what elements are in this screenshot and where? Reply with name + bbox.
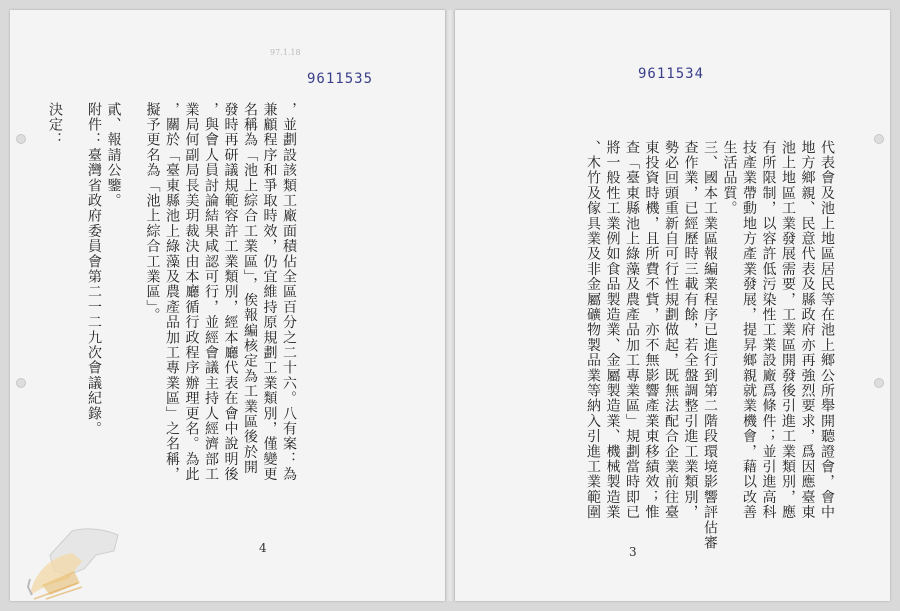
- text-line: 擬予更名為「池上綜合工業區」。: [144, 102, 161, 323]
- page-body-text: [45, 102, 299, 522]
- text-line: 兼顧程序和爭取時效，仍宜維持原規劃工業類別，僅變更: [261, 102, 278, 482]
- binding-hole: [874, 378, 884, 388]
- text-line: [123, 102, 143, 522]
- binding-hole: [874, 134, 884, 144]
- text-line: 發時再研議規範容許工業類別，經本廳代表在會中說明後: [222, 102, 239, 482]
- page-number: 4: [259, 541, 267, 555]
- text-line: 名稱為「池上綜合工業區」，俟報編核定為工業區後於開: [242, 102, 258, 475]
- text-line: 東投資時機，且所費不貲，亦不無影響產業東移績效；惟: [643, 140, 660, 520]
- text-line: 三、國本工業區報編業程序已進行到第二階段環境影響評估審: [702, 140, 718, 551]
- text-line: 業局何副局長美玥裁決由本廳循行政程序辦理更名。為此: [183, 102, 200, 482]
- text-line: 代表會及池上地區居民等在池上鄉公所舉開聽證會，會中: [819, 140, 835, 520]
- text-line: 查「臺東縣池上綠藻及農產品加工專業區」規劃當時即已: [624, 140, 640, 520]
- page-number: 3: [629, 545, 637, 559]
- page-body-text: [583, 140, 837, 560]
- binding-hole: [16, 378, 26, 388]
- text-line: 貳、報請公鑒。: [105, 102, 122, 209]
- text-line: ，並劃設該類工廠面積佔全區百分之二十六。八有案：為: [281, 102, 297, 482]
- text-line: ，關於「臺東縣池上綠藻及農產品加工專業區」之名稱，: [164, 102, 180, 482]
- document-number: 9611535: [307, 71, 374, 87]
- right-page: [455, 10, 890, 601]
- text-line: 技產業帶動地方產業發展，提昇鄉親就業機會，藉以改善: [741, 140, 757, 520]
- text-line: 、木竹及傢具業及非金屬礦物製品業等納入引進工業範圍: [585, 140, 601, 520]
- text-line: 有所限制，以容許低污染性工業設廠爲條件；並引進高科: [760, 140, 777, 520]
- text-line: 池上地區工業發展需要，工業區開發後引進工業類別，應: [780, 140, 796, 520]
- text-line: 查作業，已經歷時三載有餘，若全盤調整引進工業類別，: [682, 140, 699, 520]
- document-number: 9611534: [638, 66, 705, 82]
- text-line: ，與會人員討論結果咸認可行，並經會議主持人經濟部工: [203, 102, 219, 482]
- archive-logo: [24, 525, 124, 601]
- text-line: 將一般性工業例如食品製造業、金屬製造業、機械製造業: [604, 140, 621, 520]
- binding-hole: [16, 134, 26, 144]
- text-line: 地方鄉親、民意代表及縣政府亦再強烈要求，爲因應臺東: [799, 140, 816, 520]
- text-line: 附件：臺灣省政府委員會第二一二九次會議紀錄。: [86, 102, 102, 437]
- faint-stamp: 97.1.18: [270, 48, 301, 57]
- text-line: 決定：: [47, 102, 63, 148]
- text-line: 生活品質。: [721, 140, 738, 216]
- text-line: 勢必回頭重新自可行性規劃做起，既無法配合企業前往臺: [663, 140, 679, 520]
- text-line: [64, 102, 84, 522]
- left-page: [10, 10, 445, 601]
